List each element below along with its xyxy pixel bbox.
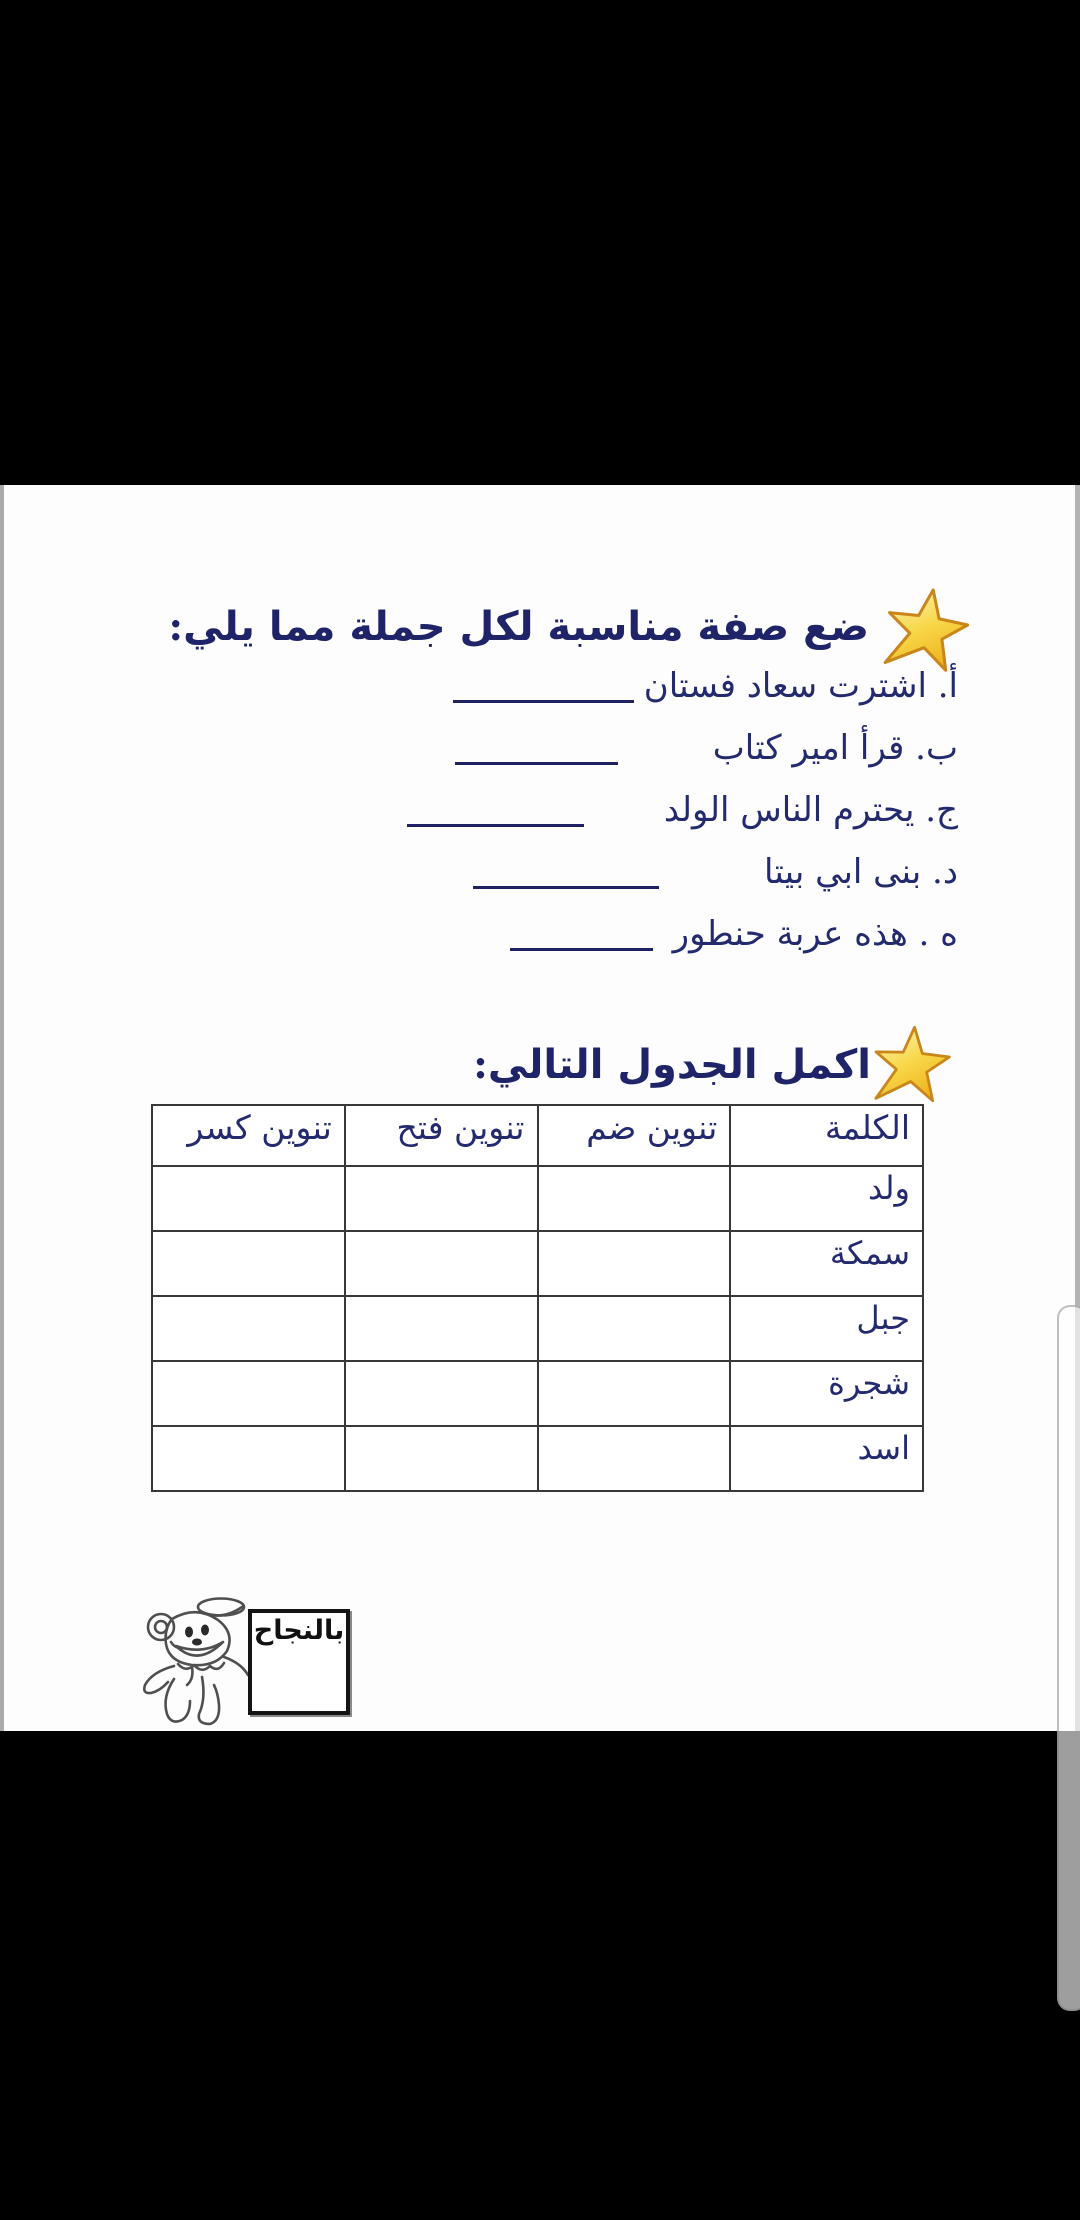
table-row xyxy=(152,1166,923,1231)
empty-cell xyxy=(538,1231,731,1296)
empty-cell xyxy=(538,1296,731,1361)
section1-title: ضع صفة مناسبة لكل جملة مما يلي: xyxy=(168,603,869,650)
letterbox-bottom xyxy=(0,1731,1080,2220)
sentence-a xyxy=(407,655,958,717)
tanween-table xyxy=(151,1104,924,1492)
answer-blank xyxy=(455,752,618,765)
empty-cell xyxy=(538,1166,731,1231)
sentence-b-text: ب. قرأ امير كتاب xyxy=(712,728,958,768)
empty-cell xyxy=(152,1231,345,1296)
answer-blank xyxy=(453,690,634,703)
empty-cell xyxy=(152,1296,345,1361)
sentence-b xyxy=(407,717,958,779)
word-cell: جبل xyxy=(730,1296,923,1361)
star-icon xyxy=(866,1021,957,1107)
answer-blank xyxy=(510,938,653,951)
col-header-kasr: تنوين كسر xyxy=(152,1105,345,1166)
word-cell: سمكة xyxy=(730,1231,923,1296)
empty-cell xyxy=(152,1361,345,1426)
col-header-damm: تنوين ضم xyxy=(538,1105,731,1166)
sentence-list xyxy=(407,655,958,965)
sentence-a-text: أ. اشترت سعاد فستان xyxy=(643,666,958,706)
sentence-e xyxy=(407,903,958,965)
empty-cell xyxy=(152,1426,345,1491)
sentence-c-text: ج. يحترم الناس الولد xyxy=(663,790,958,830)
table-row xyxy=(152,1426,923,1491)
success-sign xyxy=(248,1609,350,1715)
letterbox-top xyxy=(0,0,1080,485)
word-cell: ولد xyxy=(730,1166,923,1231)
empty-cell xyxy=(345,1361,538,1426)
success-sign-label: بالنجاح xyxy=(253,1615,345,1646)
section2-title: اكمل الجدول التالي: xyxy=(473,1041,871,1088)
col-header-word: الكلمة xyxy=(730,1105,923,1166)
sentence-c xyxy=(407,779,958,841)
empty-cell xyxy=(538,1426,731,1491)
answer-blank xyxy=(473,876,659,889)
empty-cell xyxy=(345,1166,538,1231)
table-header-row xyxy=(152,1105,923,1166)
empty-cell xyxy=(152,1166,345,1231)
bear-cartoon-icon xyxy=(138,1593,266,1727)
table-row xyxy=(152,1361,923,1426)
word-cell: اسد xyxy=(730,1426,923,1491)
sentence-d-text: د. بنى ابي بيتا xyxy=(763,852,958,892)
table-row xyxy=(152,1296,923,1361)
empty-cell xyxy=(345,1296,538,1361)
sentence-e-text: ه . هذه عربة حنطور xyxy=(672,914,958,954)
table-row xyxy=(152,1231,923,1296)
word-cell: شجرة xyxy=(730,1361,923,1426)
sentence-d xyxy=(407,841,958,903)
col-header-fath: تنوين فتح xyxy=(345,1105,538,1166)
empty-cell xyxy=(345,1426,538,1491)
scrollbar-thumb[interactable] xyxy=(1057,1305,1080,2011)
empty-cell xyxy=(538,1361,731,1426)
answer-blank xyxy=(407,814,584,827)
empty-cell xyxy=(345,1231,538,1296)
document-page xyxy=(0,485,1080,1731)
